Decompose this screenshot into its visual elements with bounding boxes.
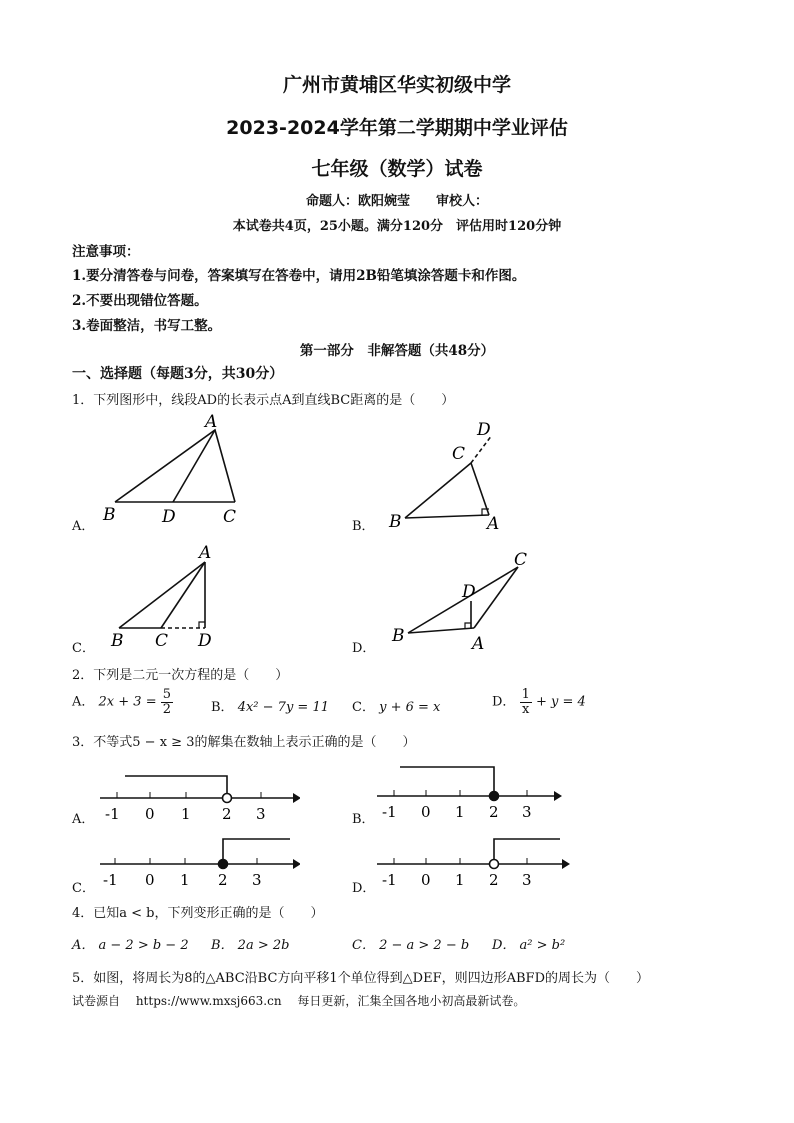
q1-figure-a (95, 410, 255, 530)
q3-option-a-label: A． (72, 812, 95, 827)
q3c-tick-2: 2 (218, 871, 228, 889)
q2-option-c-label: C． (352, 700, 375, 715)
q3-stem: 3．不等式5 − x ≥ 3的解集在数轴上表示正确的是（ ） (72, 735, 416, 750)
q4-option-c: C． 2 − a > 2 − b (352, 938, 470, 953)
section-heading: 一、选择题（每题3分，共30分） (72, 366, 284, 382)
q3a-tick-neg1: -1 (105, 805, 120, 823)
q3b-tick-2: 2 (489, 803, 499, 821)
q3-option-c-label: C． (72, 881, 95, 896)
q3a-tick-0: 0 (145, 805, 155, 823)
q2-option-d-den: x (522, 701, 530, 717)
q3d-tick-neg1: -1 (382, 871, 397, 889)
q2-stem: 2．下列是二元一次方程的是（ ） (72, 668, 289, 683)
q3-numberline-d (372, 832, 572, 892)
q3b-tick-1: 1 (455, 803, 465, 821)
q3c-tick-1: 1 (180, 871, 190, 889)
q4-option-d: D． a² > b² (492, 938, 566, 953)
q2-option-c (352, 696, 440, 715)
q1-figure-b (385, 415, 515, 535)
q3c-tick-0: 0 (145, 871, 155, 889)
q1d-label-c: C (514, 550, 528, 570)
school-title: 广州市黄埔区华实初级中学 (282, 74, 511, 96)
q1a-label-a: A (205, 412, 218, 432)
q3a-tick-1: 1 (181, 805, 191, 823)
q1a-label-c: C (223, 507, 237, 527)
q3c-tick-neg1: -1 (103, 871, 118, 889)
q3b-tick-0: 0 (421, 803, 431, 821)
q2-option-d-num: 1 (521, 687, 530, 702)
q2-option-a-num: 5 (162, 687, 172, 702)
notice-heading: 注意事项： (72, 244, 140, 260)
notice-item-2: 2.不要出现错位答题。 (72, 293, 208, 309)
q2-option-b (211, 696, 329, 715)
q1a-label-b: B (103, 505, 116, 525)
q1-option-a-label: A． (72, 519, 95, 534)
q1c-label-b: B (111, 631, 124, 650)
term-title: 2023-2024学年第二学期期中学业评估 (226, 117, 568, 139)
q1-option-c-label: C． (72, 641, 95, 656)
q3b-tick-neg1: -1 (382, 803, 397, 821)
q1-figure-c (105, 540, 235, 650)
q2-option-d-right: + y = 4 (536, 694, 586, 710)
q1b-label-d: D (477, 420, 491, 440)
q4-option-b: B． 2a > 2b (211, 938, 290, 953)
q1c-label-c: C (155, 631, 169, 650)
q1c-label-a: A (199, 543, 212, 563)
q2-option-d-label: D． (492, 694, 516, 710)
q3a-tick-2: 2 (222, 805, 232, 823)
q3b-tick-3: 3 (522, 803, 532, 821)
q1-option-d-label: D． (352, 641, 376, 656)
q3d-tick-2: 2 (489, 871, 499, 889)
q4-option-a: A． a − 2 > b − 2 (72, 938, 189, 953)
q3c-tick-3: 3 (252, 871, 262, 889)
q3a-tick-3: 3 (256, 805, 266, 823)
q2-option-b-text: 4x² − 7y = 11 (237, 700, 329, 715)
q4-stem: 4．已知a < b，下列变形正确的是（ ） (72, 906, 324, 921)
q1-figure-d (388, 545, 538, 655)
authors-line: 命题人：欧阳婉莹 审校人： (305, 194, 488, 209)
q1d-label-a: A (472, 634, 485, 654)
q3d-tick-0: 0 (421, 871, 431, 889)
q1a-label-d: D (162, 507, 176, 527)
notice-item-3: 3.卷面整洁，书写工整。 (72, 318, 222, 334)
part-heading: 第一部分 非解答题（共48分） (299, 343, 495, 359)
q1-option-b-label: B． (352, 519, 375, 534)
q3-option-d-label: D． (352, 881, 376, 896)
q1-stem: 1．下列图形中，线段AD的长表示点A到直线BC距离的是（ ） (72, 393, 455, 408)
q2-option-a (72, 688, 173, 716)
q1d-label-d: D (462, 582, 476, 602)
q2-option-a-left: 2x + 3 = (98, 694, 157, 710)
q2-option-a-label: A． (72, 694, 95, 710)
page-footer: 试卷源自 https://www.mxsj663.cn 每日更新，汇集全国各地小初高最新试卷。 (72, 994, 526, 1008)
notice-item-1: 1.要分清答卷与问卷，答案填写在答卷中，请用2B铅笔填涂答题卡和作图。 (72, 268, 526, 284)
q1b-label-c: C (452, 444, 466, 464)
q3d-tick-1: 1 (455, 871, 465, 889)
q1d-label-b: B (392, 626, 405, 646)
q1b-label-b: B (389, 512, 402, 532)
q3-numberline-b (372, 760, 567, 826)
q3-option-b-label: B． (352, 812, 375, 827)
q1c-label-d: D (198, 631, 212, 650)
q3-numberline-c (95, 832, 300, 892)
q2-option-d (492, 688, 586, 716)
q1b-label-a: A (487, 514, 500, 534)
q2-option-b-label: B． (211, 700, 234, 715)
q5-stem: 5．如图，将周长为8的△ABC沿BC方向平移1个单位得到△DEF，则四边形ABFD的周长为（ ） (72, 971, 649, 986)
q2-option-c-text: y + 6 = x (379, 700, 441, 715)
info-line: 本试卷共4页，25小题。满分120分 评估用时120分钟 (232, 219, 562, 234)
q3d-tick-3: 3 (522, 871, 532, 889)
subject-title: 七年级（数学）试卷 (311, 158, 483, 180)
q2-option-a-den: 2 (162, 701, 172, 717)
q3-numberline-a (95, 768, 300, 826)
